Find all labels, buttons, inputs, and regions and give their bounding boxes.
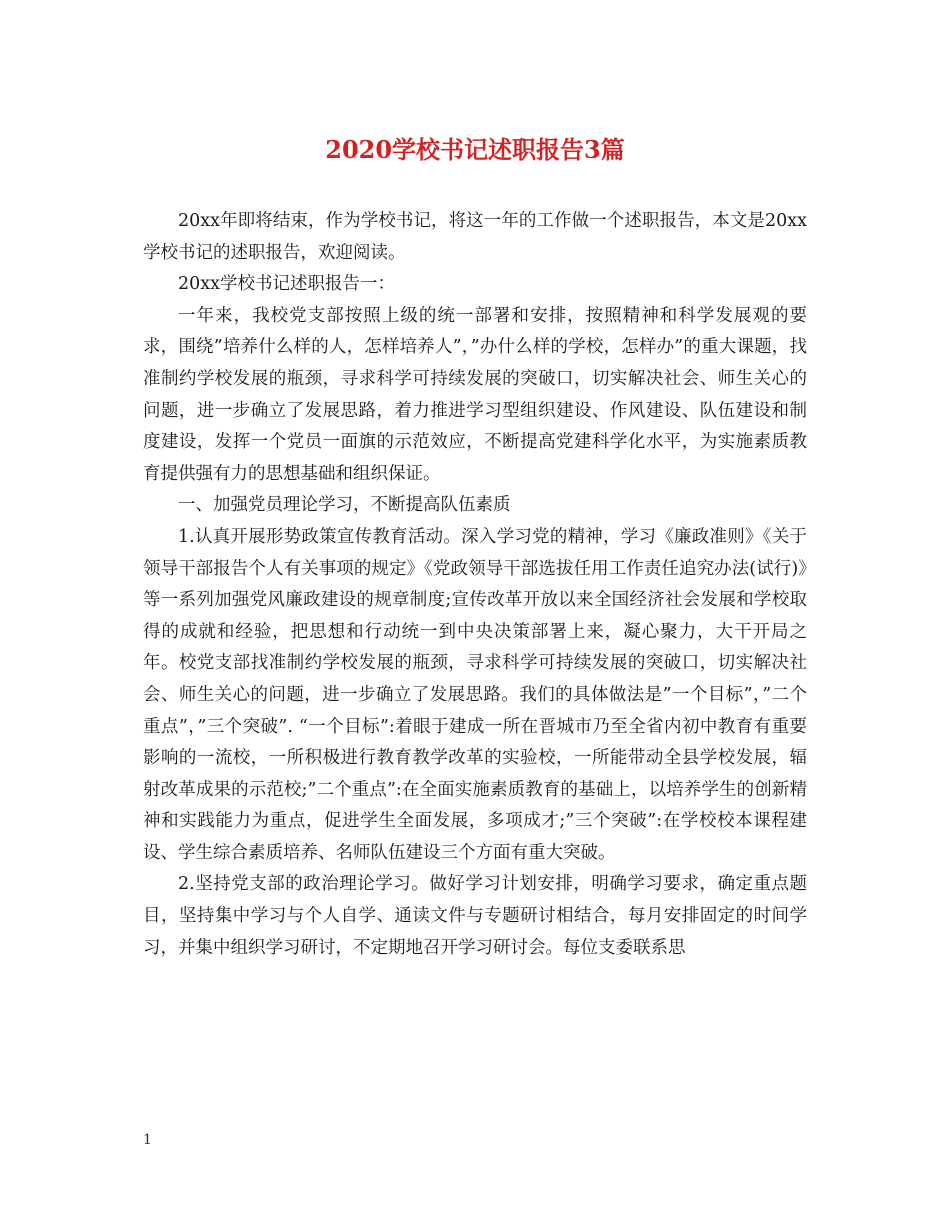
document-title: 2020学校书记述职报告3篇 (325, 135, 625, 164)
paragraph-item-1: 1.认真开展形势政策宣传教育活动。深入学习党的精神，学习《廉政准则》《关于领导干部报告个人有关事项的规定》《党政领导干部选拔任用工作责任追究办法(试行)》等一系列加强党风廉政建设的规章制度;宣传改革开放以来全国经济社会发展和学校取得的成就和经验，把思想和行动统一到中央决策部署上来，凝心聚力，大干开局之年。校党支部找准制约学校发展的瓶颈，寻求科学可持续发展的突破口，切实解决社会、师生关心的问题，进一步确立了发展思路。我们的具体做法是”一个目标”，”二个重点”，”三个突破”. “一个目标”:着眼于建成一所在晋城市乃至全省内初中教育有重要影响的一流校，一所积极进行教育教学改革的实验校，一所能带动全县学校发展，辐射改革成果的示范校;”二个重点”:在全面实施素质教育的基础上，以培养学生的创新精神和实践能力为重点，促进学生全面发展，多项成才;”三个突破”:在学校校本课程建设、学生综合素质培养、名师队伍建设三个方面有重大突破。 (143, 526, 807, 863)
paragraph-item-2: 2.坚持党支部的政治理论学习。做好学习计划安排，明确学习要求，确定重点题目，坚持集中学习与个人自学、通读文件与专题研讨相结合，每月安排固定的时间学习，并集中组织学习研讨，不定期地召开学习研讨会。每位支委联系思 (143, 874, 807, 958)
document-body (143, 206, 807, 964)
paragraph-intro: 20xx年即将结束，作为学校书记，将这一年的工作做一个述职报告，本文是20xx学校书记的述职报告，欢迎阅读。 (143, 211, 807, 263)
page-number: 1 (143, 1132, 152, 1148)
paragraph-heading-one: 一、加强党员理论学习，不断提高队伍素质 (178, 495, 511, 516)
paragraph-section-heading: 20xx学校书记述职报告一： (178, 274, 396, 295)
paragraph-overview: 一年来，我校党支部按照上级的统一部署和安排，按照精神和科学发展观的要求，围绕”培养什么样的人，怎样培养人”，”办什么样的学校，怎样办”的重大课题，找准制约学校发展的瓶颈，寻求科学可持续发展的突破口，切实解决社会、师生关心的问题，进一步确立了发展思路，着力推进学习型组织建设、作风建设、队伍建设和制度建设，发挥一个党员一面旗的示范效应，不断提高党建科学化水平，为实施素质教育提供强有力的思想基础和组织保证。 (143, 305, 807, 484)
